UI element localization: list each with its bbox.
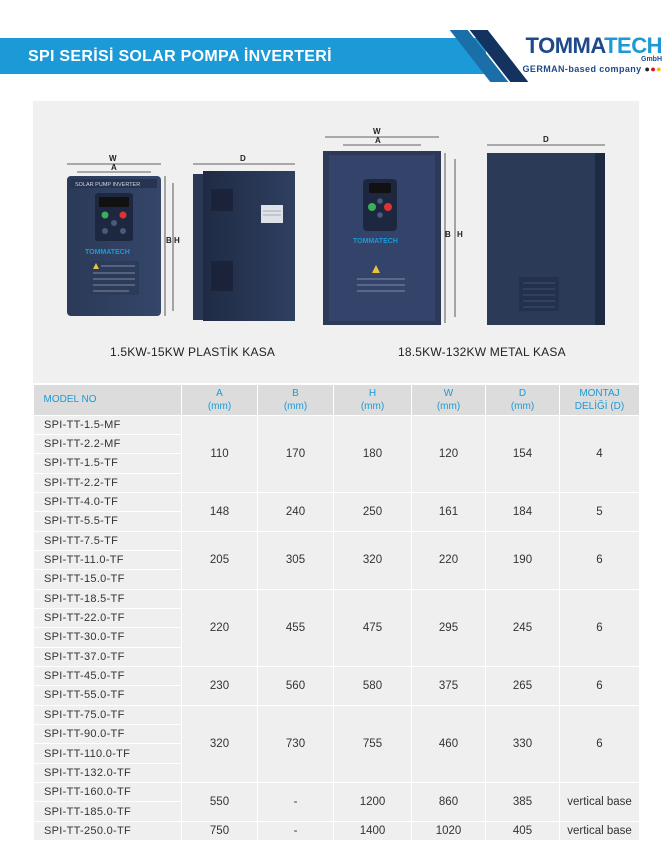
cell-hole: 6 xyxy=(560,531,640,589)
dim-label-d-metal: D xyxy=(543,135,549,144)
metal-brand: TOMMATECH xyxy=(353,238,398,245)
cell-hole: vertical base xyxy=(560,821,640,840)
cell-a: 220 xyxy=(182,589,258,666)
cell-a: 110 xyxy=(182,415,258,492)
model-cell: SPI-TT-55.0-TF xyxy=(34,686,182,705)
cell-a: 750 xyxy=(182,821,258,840)
cell-b: 455 xyxy=(258,589,334,666)
cell-h: 580 xyxy=(334,666,412,705)
model-cell: SPI-TT-22.0-TF xyxy=(34,608,182,627)
col-header-a: A (mm) xyxy=(182,385,258,415)
model-cell: SPI-TT-1.5-MF xyxy=(34,415,182,434)
model-cell: SPI-TT-90.0-TF xyxy=(34,725,182,744)
cell-hole: 6 xyxy=(560,589,640,666)
dim-label-w-metal: W xyxy=(373,127,381,136)
plastic-front-view xyxy=(67,154,180,316)
cell-d: 405 xyxy=(486,821,560,840)
cell-b: 730 xyxy=(258,705,334,782)
cell-hole: 6 xyxy=(560,666,640,705)
model-cell: SPI-TT-11.0-TF xyxy=(34,550,182,569)
brand-logo xyxy=(510,34,662,82)
dim-label-w: W xyxy=(109,154,117,163)
col-header-w: W (mm) xyxy=(412,385,486,415)
table-row xyxy=(34,705,640,724)
dim-label-b: B xyxy=(166,236,172,245)
cell-w: 220 xyxy=(412,531,486,589)
model-cell: SPI-TT-5.5-TF xyxy=(34,512,182,531)
cell-h: 1400 xyxy=(334,821,412,840)
dim-label-h-metal: H xyxy=(457,230,463,239)
model-cell: SPI-TT-185.0-TF xyxy=(34,802,182,821)
cell-a: 320 xyxy=(182,705,258,782)
cell-d: 154 xyxy=(486,415,560,492)
dim-label-d: D xyxy=(240,154,246,163)
cell-w: 1020 xyxy=(412,821,486,840)
logo-tagline: GERMAN-based company ●●● xyxy=(522,64,662,74)
col-header-model: MODEL NO xyxy=(34,385,182,415)
cell-hole: 6 xyxy=(560,705,640,782)
model-cell: SPI-TT-1.5-TF xyxy=(34,454,182,473)
cell-a: 148 xyxy=(182,492,258,531)
cell-d: 330 xyxy=(486,705,560,782)
dim-label-a-metal: A xyxy=(375,136,381,145)
dim-label-a: A xyxy=(111,163,117,172)
cell-b: - xyxy=(258,821,334,840)
table-row xyxy=(34,783,640,802)
col-header-b: B (mm) xyxy=(258,385,334,415)
cell-h: 320 xyxy=(334,531,412,589)
cell-b: 560 xyxy=(258,666,334,705)
model-cell: SPI-TT-2.2-MF xyxy=(34,434,182,453)
model-cell: SPI-TT-110.0-TF xyxy=(34,744,182,763)
cell-w: 460 xyxy=(412,705,486,782)
dimension-table xyxy=(33,385,640,841)
cell-w: 120 xyxy=(412,415,486,492)
cell-d: 265 xyxy=(486,666,560,705)
cell-hole: 4 xyxy=(560,415,640,492)
cell-h: 250 xyxy=(334,492,412,531)
table-row xyxy=(34,821,640,840)
model-cell: SPI-TT-250.0-TF xyxy=(34,821,182,840)
cell-w: 860 xyxy=(412,783,486,822)
cell-w: 375 xyxy=(412,666,486,705)
cell-d: 385 xyxy=(486,783,560,822)
cell-h: 180 xyxy=(334,415,412,492)
model-cell: SPI-TT-7.5-TF xyxy=(34,531,182,550)
model-cell: SPI-TT-132.0-TF xyxy=(34,763,182,782)
model-cell: SPI-TT-18.5-TF xyxy=(34,589,182,608)
cell-a: 550 xyxy=(182,783,258,822)
cell-b: 305 xyxy=(258,531,334,589)
cell-h: 1200 xyxy=(334,783,412,822)
cell-hole: vertical base xyxy=(560,783,640,822)
cell-d: 184 xyxy=(486,492,560,531)
model-cell: SPI-TT-75.0-TF xyxy=(34,705,182,724)
model-cell: SPI-TT-2.2-TF xyxy=(34,473,182,492)
model-cell: SPI-TT-160.0-TF xyxy=(34,783,182,802)
product-image-panel xyxy=(33,101,639,383)
cell-a: 205 xyxy=(182,531,258,589)
model-cell: SPI-TT-37.0-TF xyxy=(34,647,182,666)
cell-d: 190 xyxy=(486,531,560,589)
table-row xyxy=(34,531,640,550)
plastic-side-view xyxy=(193,154,295,321)
cell-w: 161 xyxy=(412,492,486,531)
cell-h: 475 xyxy=(334,589,412,666)
table-row xyxy=(34,415,640,434)
caption-plastic-case: 1.5KW-15KW PLASTİK KASA xyxy=(110,345,276,359)
model-cell: SPI-TT-15.0-TF xyxy=(34,570,182,589)
plastic-front-label: SOLAR PUMP INVERTER xyxy=(75,182,141,188)
model-cell: SPI-TT-45.0-TF xyxy=(34,666,182,685)
dim-label-h: H xyxy=(174,236,180,245)
cell-b: 240 xyxy=(258,492,334,531)
logo-wordmark: TOMMATECH xyxy=(525,33,662,58)
page-header xyxy=(0,30,669,82)
table-row xyxy=(34,492,640,511)
cell-h: 755 xyxy=(334,705,412,782)
table-row xyxy=(34,589,640,608)
model-cell: SPI-TT-30.0-TF xyxy=(34,628,182,647)
cell-d: 245 xyxy=(486,589,560,666)
plastic-brand: TOMMATECH xyxy=(85,249,130,256)
metal-front-view xyxy=(323,127,463,325)
table-row xyxy=(34,666,640,685)
cell-b: 170 xyxy=(258,415,334,492)
page-title: SPI SERİSİ SOLAR POMPA İNVERTERİ xyxy=(28,48,332,65)
cell-a: 230 xyxy=(182,666,258,705)
col-header-h: H (mm) xyxy=(334,385,412,415)
col-header-d: D (mm) xyxy=(486,385,560,415)
caption-metal-case: 18.5KW-132KW METAL KASA xyxy=(398,345,566,359)
table-header-row xyxy=(34,385,640,415)
col-header-mounting-hole: MONTAJ DELİĞİ (D) xyxy=(560,385,640,415)
metal-side-view xyxy=(487,135,605,325)
model-cell: SPI-TT-4.0-TF xyxy=(34,492,182,511)
logo-gmbh: GmbH xyxy=(641,56,662,63)
cell-hole: 5 xyxy=(560,492,640,531)
dim-label-b-metal: B xyxy=(445,230,451,239)
inverter-drawings xyxy=(33,101,639,383)
cell-b: - xyxy=(258,783,334,822)
cell-w: 295 xyxy=(412,589,486,666)
